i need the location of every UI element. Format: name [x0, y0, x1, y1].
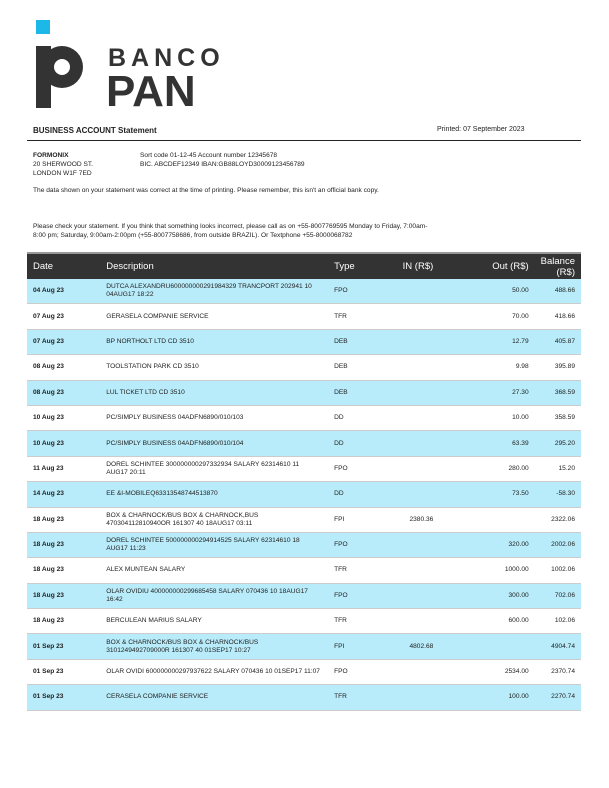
cell-out: 9.98	[463, 355, 534, 380]
col-type: Type	[328, 253, 380, 279]
cell-description: PC/SIMPLY BUSINESS 04ADFN6890/010/104	[100, 431, 328, 456]
address-line-2: LONDON W1F 7ED	[33, 170, 92, 177]
cell-in: 4802.68	[380, 634, 464, 659]
cell-out	[463, 634, 534, 659]
cell-type: DD	[328, 482, 380, 507]
table-row	[27, 558, 581, 583]
table-row	[27, 380, 581, 405]
table-row	[27, 405, 581, 430]
cell-type: TFR	[328, 558, 380, 583]
cell-in	[380, 609, 464, 634]
cell-balance: 2370.74	[535, 659, 581, 684]
data-notice: The data shown on your statement was correct at the time of printing. Please remember, this isn't an official bank copy.	[33, 187, 379, 194]
cell-description: PC/SIMPLY BUSINESS 04ADFN6890/010/103	[100, 405, 328, 430]
header-divider	[27, 140, 581, 141]
printed-date: Printed: 07 September 2023	[437, 126, 525, 133]
cell-balance: 418.66	[535, 304, 581, 329]
cell-out	[463, 507, 534, 532]
cell-description: BOX & CHARNOCK/BUS BOX & CHARNOCK,BUS 470304112810940OR 161307 40 18AUG17 03:11	[100, 507, 328, 532]
cell-balance: 702.06	[535, 583, 581, 608]
cell-date: 18 Aug 23	[27, 507, 100, 532]
cell-out: 300.00	[463, 583, 534, 608]
cell-balance: 295.20	[535, 431, 581, 456]
cell-balance: 488.66	[535, 279, 581, 304]
cell-description: GERASELA COMPANIE SERVICE	[100, 304, 328, 329]
cell-out: 2534.00	[463, 659, 534, 684]
cell-out: 10.00	[463, 405, 534, 430]
cell-out: 1000.00	[463, 558, 534, 583]
cell-date: 18 Aug 23	[27, 558, 100, 583]
bic-iban: BIC. ABCDEF12349 IBAN:GB88LOYD30009123456789	[140, 161, 305, 168]
cell-out: 320.00	[463, 532, 534, 557]
cell-description: TOOLSTATION PARK CD 3510	[100, 355, 328, 380]
cell-date: 08 Aug 23	[27, 380, 100, 405]
table-row	[27, 634, 581, 659]
cell-description: BOX & CHARNOCK/BUS BOX & CHARNOCK/BUS 3101249492709000R 161307 40 01SEP17 10:27	[100, 634, 328, 659]
cell-in	[380, 685, 464, 710]
cell-description: DOREL SCHINTEE 300000000297332934 SALARY 62314610 11 AUG17 20:11	[100, 456, 328, 481]
cell-in	[380, 405, 464, 430]
cell-balance: 4904.74	[535, 634, 581, 659]
cell-balance: 2002.06	[535, 532, 581, 557]
cell-in	[380, 380, 464, 405]
cell-balance: 368.59	[535, 380, 581, 405]
cell-date: 10 Aug 23	[27, 405, 100, 430]
col-in: IN (R$)	[380, 253, 464, 279]
cell-balance: 395.89	[535, 355, 581, 380]
cell-date: 01 Sep 23	[27, 685, 100, 710]
cell-date: 14 Aug 23	[27, 482, 100, 507]
cell-balance: 358.59	[535, 405, 581, 430]
cell-type: FPO	[328, 456, 380, 481]
cell-in	[380, 279, 464, 304]
table-header-row	[27, 253, 581, 279]
cell-type: DD	[328, 431, 380, 456]
table-row	[27, 583, 581, 608]
cell-in	[380, 532, 464, 557]
cell-in	[380, 355, 464, 380]
cell-date: 08 Aug 23	[27, 355, 100, 380]
cell-balance: 2270.74	[535, 685, 581, 710]
table-row	[27, 456, 581, 481]
table-row	[27, 507, 581, 532]
account-details	[140, 151, 305, 169]
cell-date: 07 Aug 23	[27, 304, 100, 329]
cell-balance: 2322.06	[535, 507, 581, 532]
cell-in	[380, 659, 464, 684]
cell-in	[380, 482, 464, 507]
table-row	[27, 532, 581, 557]
table-row	[27, 355, 581, 380]
cell-in: 2380.36	[380, 507, 464, 532]
table-row	[27, 609, 581, 634]
cell-type: FPO	[328, 659, 380, 684]
cell-out: 280.00	[463, 456, 534, 481]
cell-type: TFR	[328, 304, 380, 329]
col-description: Description	[100, 253, 328, 279]
statement-title: BUSINESS ACCOUNT Statement	[33, 126, 157, 135]
cell-type: FPO	[328, 532, 380, 557]
cell-out: 70.00	[463, 304, 534, 329]
cell-description: CERASELA COMPANIE SERVICE	[100, 685, 328, 710]
col-balance: Balance (R$)	[535, 253, 581, 279]
table-row	[27, 482, 581, 507]
cell-type: FPO	[328, 583, 380, 608]
table-row	[27, 431, 581, 456]
cell-type: DD	[328, 405, 380, 430]
logo-accent-square	[36, 20, 50, 34]
cell-description: EE &I-MOBILEQ63313548744513870	[100, 482, 328, 507]
cell-out: 63.39	[463, 431, 534, 456]
cell-out: 600.00	[463, 609, 534, 634]
cell-type: DEB	[328, 355, 380, 380]
cell-type: TFR	[328, 685, 380, 710]
cell-in	[380, 329, 464, 354]
cell-description: BERCULEAN MARIUS SALARY	[100, 609, 328, 634]
cell-description: OLAR OVIDIU 400000000299685458 SALARY 070436 10 18AUG17 16:42	[100, 583, 328, 608]
cell-in	[380, 558, 464, 583]
cell-date: 18 Aug 23	[27, 532, 100, 557]
table-row	[27, 685, 581, 710]
cell-type: DEB	[328, 329, 380, 354]
sort-code-account-number: Sort code 01-12-45 Account number 12345678	[140, 152, 278, 159]
table-row	[27, 304, 581, 329]
transactions-table	[27, 252, 581, 711]
cell-type: DEB	[328, 380, 380, 405]
cell-in	[380, 431, 464, 456]
cell-balance: 1002.06	[535, 558, 581, 583]
table-row	[27, 329, 581, 354]
cell-type: FPI	[328, 507, 380, 532]
table-row	[27, 279, 581, 304]
cell-in	[380, 456, 464, 481]
cell-in	[380, 304, 464, 329]
cell-out: 100.00	[463, 685, 534, 710]
cell-out: 27.30	[463, 380, 534, 405]
col-out: Out (R$)	[463, 253, 534, 279]
address-line-1: 20 SHERWOOD ST.	[33, 161, 93, 168]
logo-text-banco: BANCO	[108, 44, 225, 72]
cell-description: ALEX MUNTEAN SALARY	[100, 558, 328, 583]
cell-out: 12.79	[463, 329, 534, 354]
cell-date: 18 Aug 23	[27, 583, 100, 608]
check-notice: Please check your statement. If you think that something looks incorrect, please call as on +55-8007769595 Monday to Friday, 7:00am-8:00 pm; Saturday, 9:00am-2:00pm (+55-8007758686, from outside BRAZIL). Or Textphone +55-8000068782	[33, 223, 428, 239]
cell-description: BP NORTHOLT LTD CD 3510	[100, 329, 328, 354]
cell-date: 11 Aug 23	[27, 456, 100, 481]
cell-description: LUL TICKET LTD CD 3510	[100, 380, 328, 405]
account-holder-name: FORMONIX	[33, 152, 69, 159]
cell-description: DOREL SCHINTEE 500000000294914525 SALARY 62314610 18 AUG17 11:23	[100, 532, 328, 557]
cell-in	[380, 583, 464, 608]
cell-date: 04 Aug 23	[27, 279, 100, 304]
cell-date: 18 Aug 23	[27, 609, 100, 634]
cell-balance: 15.20	[535, 456, 581, 481]
cell-type: FPO	[328, 279, 380, 304]
cell-date: 10 Aug 23	[27, 431, 100, 456]
cell-description: DUTCA ALEXANDRU600000000291984329 TRANCPORT 202941 10 04AUG17 18:22	[100, 279, 328, 304]
cell-date: 07 Aug 23	[27, 329, 100, 354]
logo-text-pan: PAN	[106, 67, 196, 115]
cell-out: 73.50	[463, 482, 534, 507]
cell-type: FPI	[328, 634, 380, 659]
cell-date: 01 Sep 23	[27, 659, 100, 684]
account-holder-address	[33, 151, 93, 178]
cell-description: OLAR OVIDI 600000000297937622 SALARY 070436 10 01SEP17 11:07	[100, 659, 328, 684]
col-date: Date	[27, 253, 100, 279]
cell-balance: -58.30	[535, 482, 581, 507]
table-row	[27, 659, 581, 684]
cell-out: 50.00	[463, 279, 534, 304]
cell-balance: 102.06	[535, 609, 581, 634]
cell-balance: 405.87	[535, 329, 581, 354]
banco-pan-logo	[0, 0, 240, 115]
cell-type: TFR	[328, 609, 380, 634]
cell-date: 01 Sep 23	[27, 634, 100, 659]
